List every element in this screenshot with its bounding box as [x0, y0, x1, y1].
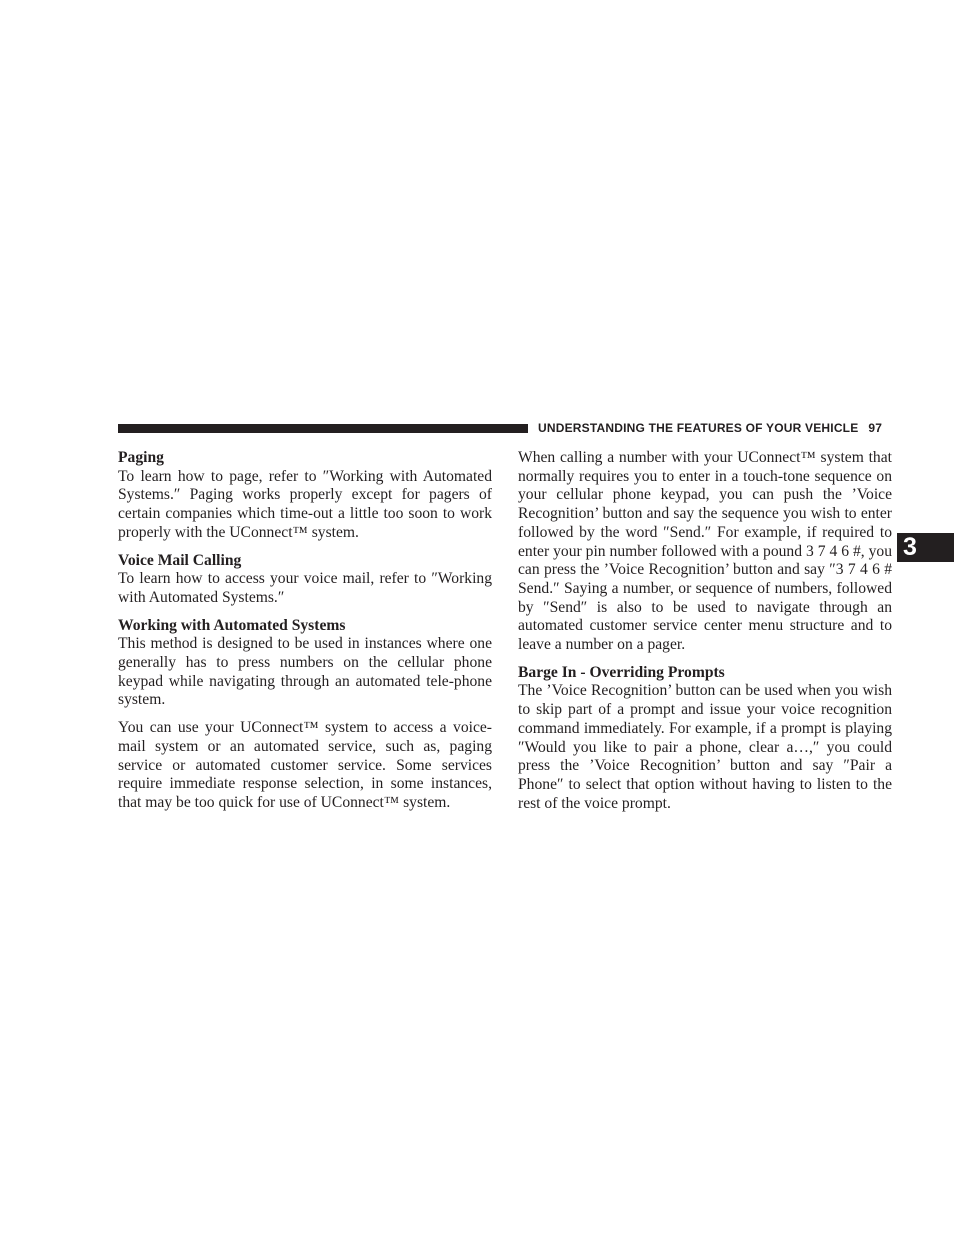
section-paging [118, 449, 492, 543]
right-column [518, 449, 892, 822]
running-header [538, 420, 892, 436]
header-rule [118, 424, 528, 433]
paragraph: To learn how to page, refer to ″Working with Automated Systems.″ Paging works properly except for pagers of certain companies which time-out a little too soon to work properly with the UConnect™ system. [118, 467, 492, 541]
section-heading: Barge In - Overriding Prompts [518, 663, 725, 681]
paragraph: To learn how to access your voice mail, refer to ″Working with Automated Systems.″ [118, 570, 492, 606]
section-working-with-automated-systems [118, 617, 492, 813]
page-number: 97 [868, 421, 883, 435]
section-heading: Voice Mail Calling [118, 551, 242, 569]
left-column [118, 449, 492, 822]
section-heading: Paging [118, 449, 164, 466]
paragraph: The ’Voice Recognition’ button can be used when you wish to skip part of a prompt and issue your voice recognition command immediately. For example, if a prompt is playing ″Would you like to pair a phone, clear a…,″ you could press the ’Voice Recognition’ button and say ″Pair a Phone″ to select that option without having to listen to the rest of the voice prompt. [518, 682, 892, 812]
paragraph: This method is designed to be used in instances where one generally has to press numbers on the cellular phone keypad while navigating through an automated tele-phone system. [118, 635, 492, 709]
header-title: UNDERSTANDING THE FEATURES OF YOUR VEHICLE [538, 421, 859, 435]
paragraph: When calling a number with your UConnect™ system that normally requires you to enter in a touch-tone sequence on your cellular phone keypad, you can push the ’Voice Recognition’ button and say the sequence you wish to enter followed by the word ″Send.″ For example, if required to enter your pin number followed with a pound 3 7 4 6 #, you can press the ’Voice Recognition’ button and say ″3 7 4 6 # Send.″ Saying a number, or sequence of numbers, followed by ″Send″ is also to be used to navigate through an automated customer service center menu structure and to leave a number on a pager. [518, 449, 892, 654]
section-heading: Working with Automated Systems [118, 616, 346, 634]
section-barge-in [518, 664, 892, 814]
paragraph: You can use your UConnect™ system to access a voice-mail system or an automated service, such as, paging service or automated customer service. Some services require immediate response selection, in some instances, that may be too quick for use of UConnect™ system. [118, 719, 492, 811]
chapter-tab: 3 [897, 533, 954, 562]
section-touch-tone-intro [518, 449, 892, 655]
section-voice-mail-calling [118, 552, 492, 608]
